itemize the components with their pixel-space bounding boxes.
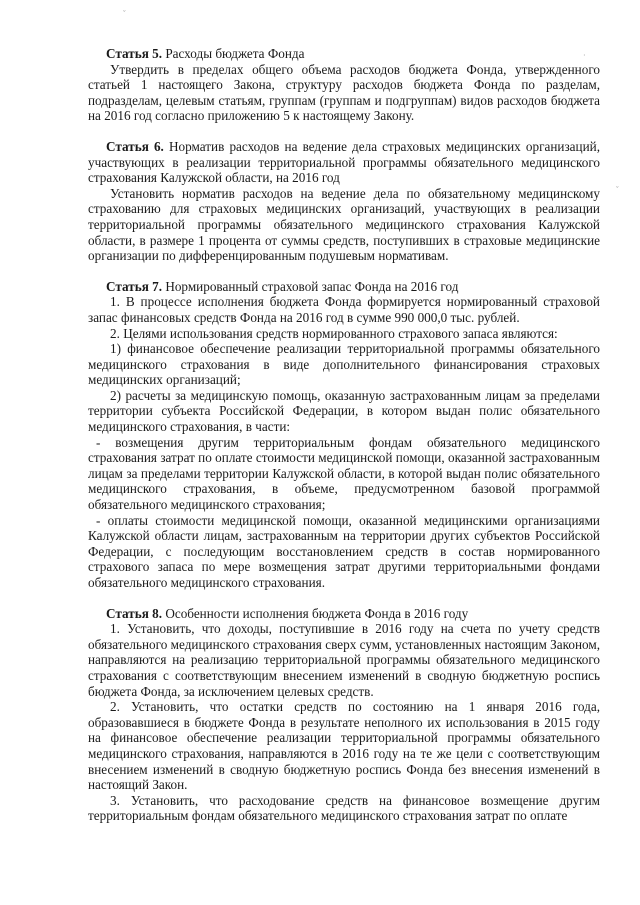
article-5 [88, 46, 600, 124]
article-title: Расходы бюджета Фонда [162, 46, 305, 61]
article-number: Статья 6. [106, 138, 164, 154]
article-title: Норматив расходов на ведение дела страховых медицинских организаций, участвующих в реализации территориальной программы обязательного медицинского страхования Калужской области, на 2016 год [88, 138, 601, 186]
article-title: Нормированный страховой запас Фонда на 2016 год [162, 278, 459, 294]
paragraph: - возмещения другим территориальным фондам обязательного медицинского страхования затрат по оплате стоимости медицинской помощи, оказанной застрахованным лицам за пределами территории Калужской области, в которой выдан полис обязательного медицинского страхования, в объеме, предусмотренном базовой программой обязательного медицинского страхования; [88, 434, 600, 513]
paragraph: Утвердить в пределах общего объема расходов бюджета Фонда, утвержденного статьей 1 настоящего Закона, структуру расходов бюджета Фонда по разделам, подразделам, целевым статьям, группам (группам и подгруппам) видов расходов бюджета на 2016 год согласно приложению 5 к настоящему Закону. [88, 61, 600, 124]
article-number: Статья 8. [106, 605, 163, 621]
article-6 [88, 139, 600, 264]
article-title: Особенности исполнения бюджета Фонда в 2016 году [162, 605, 469, 621]
article-heading [88, 606, 600, 622]
paragraph: 2) расчеты за медицинскую помощь, оказанную застрахованным лицам за пределами территории субъекта Российской Федерации, в котором выдан полис обязательного медицинского страхования, в части: [88, 387, 600, 435]
article-heading [88, 279, 600, 295]
scan-mark: ˇ [123, 9, 126, 18]
scan-mark: ˇ [616, 185, 619, 194]
paragraph: 2. Целями использования средств нормированного страхового запаса являются: [110, 325, 558, 341]
paragraph: 2. Установить, что остатки средств по состоянию на 1 января 2016 года, образовавшиеся в бюджете Фонда в результате неполного их использования в 2015 году на финансовое обеспечение реализации территориальной программы обязательного медицинского страхования, направляются в 2016 году на те же цели с соответствующим внесением изменений в сводную бюджетную роспись Фонда без внесения изменений в настоящий Закон. [88, 699, 600, 793]
article-7 [88, 279, 600, 591]
article-heading [88, 139, 600, 186]
document-body [88, 46, 600, 824]
paragraph: 1. В процессе исполнения бюджета Фонда формируется нормированный страховой запас финансовых средств Фонда на 2016 год в сумме 990 000,0 тыс. рублей. [88, 294, 600, 325]
paragraph: Установить норматив расходов на ведение дела по обязательному медицинскому страхованию для страховых медицинских организаций, участвующих в реализации территориальной программы обязательного медицинского страхования Калужской области, в размере 1 процента от суммы средств, поступивших в страховые медицинские организации по дифференцированным подушевым нормативам. [88, 185, 600, 264]
article-number: Статья 7. [106, 278, 163, 294]
paragraph: 1) финансовое обеспечение реализации территориальной программы обязательного медицинского страхования в виде дополнительного финансирования страховых медицинских организаций; [88, 341, 600, 388]
article-8 [88, 606, 600, 824]
article-heading [88, 46, 600, 62]
scan-mark: · [583, 51, 586, 60]
paragraph: - оплаты стоимости медицинской помощи, оказанной медицинскими организациями Калужской области лицам, застрахованным на территории других субъектов Российской Федерации, с последующим восстановлением средств в состав нормированного страхового запаса по мере возмещения затрат другими территориальными фондами обязательного медицинского страхования. [88, 512, 600, 590]
article-number: Статья 5. [106, 46, 163, 61]
paragraph: 3. Установить, что расходование средств на финансовое возмещение другим территориальным фондам обязательного медицинского страхования затрат по оплате [88, 792, 600, 824]
paragraph: 1. Установить, что доходы, поступившие в 2016 году на счета по учету средств обязательного медицинского страхования сверх сумм, установленных настоящим Законом, направляются на реализацию территориальной программы обязательного медицинского страхования с соответствующим внесением изменений в сводную бюджетную роспись бюджета Фонда, за исключением целевых средств. [88, 621, 600, 699]
